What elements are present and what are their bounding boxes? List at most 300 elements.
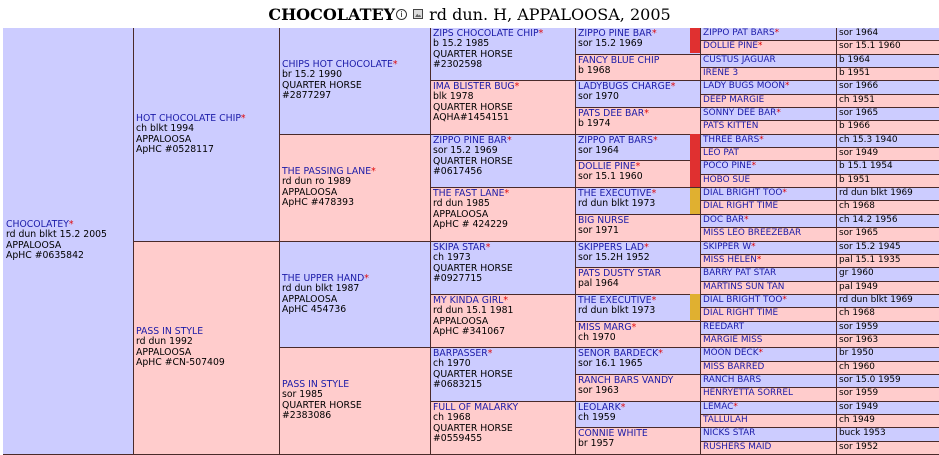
pedigree-cell-gen5-name[interactable] xyxy=(701,41,836,54)
horse-name: HOBO SUE xyxy=(703,175,751,185)
horse-detail: sor 1959 xyxy=(839,322,879,332)
horse-name: TALLULAH xyxy=(703,415,748,425)
horse-detail: rd dun blkt 15.2 2005 xyxy=(6,229,107,241)
star-marker: * xyxy=(652,135,658,146)
horse-name: MOON DECK xyxy=(703,348,759,358)
horse-name: CHOCOLATEY xyxy=(6,219,69,230)
pedigree-cell-gen5-info xyxy=(837,322,939,334)
duplicate-marker-red xyxy=(690,28,700,53)
horse-detail: rd dun blkt 1969 xyxy=(839,295,913,305)
horse-detail: sor 15.2 1945 xyxy=(839,242,901,252)
pedigree-cell-gen3 xyxy=(431,242,575,294)
horse-name: IRENE 3 xyxy=(703,68,739,78)
horse-name: SKIPA STAR xyxy=(433,242,486,253)
pedigree-cell-gen5-info xyxy=(837,108,939,120)
horse-detail: ch blkt 1994 xyxy=(136,123,195,135)
horse-name: SKIPPERS LAD xyxy=(578,242,645,253)
horse-detail: QUARTER HORSE xyxy=(433,368,513,380)
pedigree-cell-gen5-info xyxy=(837,295,939,307)
horse-link[interactable] xyxy=(703,188,836,199)
pedigree-cell-gen5-name[interactable] xyxy=(701,375,836,387)
horse-detail: sor 1970 xyxy=(578,91,619,103)
pedigree-cell-gen5-name[interactable] xyxy=(701,308,836,321)
pedigree-cell-gen5-name[interactable] xyxy=(701,135,836,147)
horse-name: MISS LEO BREEZEBAR xyxy=(703,228,802,238)
horse-detail: ApHC # 424229 xyxy=(433,218,508,230)
pedigree-cell-gen5-name[interactable] xyxy=(701,348,836,361)
star-marker: * xyxy=(487,348,493,359)
pedigree-cell-gen5-info xyxy=(837,362,939,374)
horse-name: DIAL BRIGHT TOO xyxy=(703,188,783,198)
pedigree-cell-gen5-info xyxy=(837,175,939,187)
pedigree-cell-gen5-name[interactable] xyxy=(701,175,836,187)
horse-detail: ch 1968 xyxy=(433,412,471,424)
horse-name: DIAL BRIGHT TOO xyxy=(703,295,783,305)
horse-detail: br 1957 xyxy=(578,438,615,450)
pedigree-cell-gen4 xyxy=(576,428,700,454)
horse-name: LADYBUGS CHARGE xyxy=(578,81,671,92)
horse-link[interactable] xyxy=(703,348,836,359)
horse-link[interactable] xyxy=(703,55,836,66)
pedigree-cell-gen5-name[interactable] xyxy=(701,201,836,214)
horse-name: FULL OF MALARKY xyxy=(433,402,519,413)
star-marker: * xyxy=(504,188,510,199)
pedigree-cell-gen5-info xyxy=(837,442,939,454)
star-marker: * xyxy=(670,81,676,92)
horse-detail: ch 1959 xyxy=(578,412,616,424)
horse-detail: br 15.2 1990 xyxy=(282,69,342,81)
horse-name: BARPASSER xyxy=(433,348,488,359)
horse-name: ZIPPO PAT BARS xyxy=(578,135,653,146)
horse-name: RANCH BARS VANDY xyxy=(578,375,674,386)
duplicate-marker-gold xyxy=(690,294,700,320)
pedigree-cell-grandparent xyxy=(280,348,430,454)
horse-name: MARGIE MISS xyxy=(703,335,763,345)
horse-link[interactable] xyxy=(703,308,836,319)
horse-detail: sor 1952 xyxy=(839,442,879,452)
horse-link[interactable] xyxy=(703,201,836,212)
horse-link[interactable] xyxy=(703,175,836,186)
pedigree-cell-gen5-name[interactable] xyxy=(701,335,836,347)
horse-detail: ApHC #0635842 xyxy=(6,249,84,261)
horse-detail: buck 1953 xyxy=(839,428,886,438)
pedigree-cell-gen5-info xyxy=(837,402,939,414)
pedigree-cell-gen5-info xyxy=(837,41,939,54)
horse-detail: APPALOOSA xyxy=(433,315,489,327)
horse-name: ZIPPO PINE BAR xyxy=(578,28,652,39)
pedigree-cell-gen5-name[interactable] xyxy=(701,108,836,120)
horse-detail: sor 1963 xyxy=(578,385,619,397)
horse-detail: sor 1966 xyxy=(839,81,879,91)
horse-name: THE EXECUTIVE xyxy=(578,188,652,199)
pedigree-cell-gen5-info xyxy=(837,148,939,160)
star-marker: * xyxy=(776,108,781,118)
pedigree-cell-gen4 xyxy=(576,242,700,267)
pedigree-cell-gen5-info xyxy=(837,335,939,347)
horse-detail: sor 15.2H 1952 xyxy=(578,252,650,264)
star-marker: * xyxy=(759,135,764,145)
star-marker: * xyxy=(514,81,520,92)
pedigree-cell-gen5-name[interactable] xyxy=(701,148,836,160)
horse-name: LEMAC xyxy=(703,402,734,412)
horse-detail: ApHC #341067 xyxy=(433,325,505,337)
pedigree-cell-gen4 xyxy=(576,215,700,241)
horse-name: MARTINS SUN TAN xyxy=(703,282,785,292)
pedigree-cell-gen5-info xyxy=(837,81,939,94)
pedigree-cell-gen5-name[interactable] xyxy=(701,268,836,281)
horse-detail: sor 16.1 1965 xyxy=(578,358,643,370)
horse-name: PASS IN STYLE xyxy=(282,379,350,390)
star-marker: * xyxy=(644,108,649,119)
horse-name: MISS MARG xyxy=(578,322,632,333)
pedigree-cell-gen5-name[interactable] xyxy=(701,295,836,307)
star-marker: * xyxy=(658,348,663,359)
pedigree-cell-gen4 xyxy=(576,268,700,294)
pedigree-cell-gen5-info xyxy=(837,161,939,174)
horse-detail: sor 1963 xyxy=(839,335,879,345)
horse-name: MISS BARRED xyxy=(703,362,765,372)
horse-detail: ch 1960 xyxy=(839,362,875,372)
pedigree-cell-gen5-name[interactable] xyxy=(701,322,836,334)
horse-name: REEDART xyxy=(703,322,745,332)
pedigree-cell-gen5-info xyxy=(837,188,939,200)
horse-link[interactable] xyxy=(703,402,836,413)
horse-detail: ch 1970 xyxy=(433,358,471,370)
pedigree-cell-gen4 xyxy=(576,322,700,347)
horse-name: THE UPPER HAND xyxy=(282,273,365,284)
horse-detail: sor 1964 xyxy=(578,145,619,157)
horse-name: CONNIE WHITE xyxy=(578,428,648,439)
horse-detail: QUARTER HORSE xyxy=(433,422,513,434)
pedigree-cell-gen4 xyxy=(576,348,700,374)
horse-name: DOLLIE PINE xyxy=(703,41,758,51)
pedigree-cell-gen5-info xyxy=(837,242,939,254)
horse-name: DEEP MARGIE xyxy=(703,95,765,105)
horse-detail: ApHC #CN-507409 xyxy=(136,356,225,368)
horse-link[interactable] xyxy=(703,95,836,106)
star-marker: * xyxy=(506,135,512,146)
horse-detail: rd dun blkt 1973 xyxy=(578,198,656,210)
pedigree-cell-gen5-name[interactable] xyxy=(701,442,836,454)
photo-icon[interactable] xyxy=(413,9,423,19)
horse-detail: pal 15.1 1935 xyxy=(839,255,901,265)
horse-link[interactable] xyxy=(703,28,836,39)
pedigree-cell-gen4 xyxy=(576,375,700,401)
pedigree-header xyxy=(0,0,939,28)
horse-detail: rd dun 1992 xyxy=(136,336,193,348)
pedigree-cell-gen5-name[interactable] xyxy=(701,362,836,374)
horse-link[interactable] xyxy=(703,121,836,132)
star-marker: * xyxy=(756,255,762,265)
pedigree-cell-gen3 xyxy=(431,348,575,401)
star-marker: * xyxy=(240,113,246,124)
horse-detail: b 1951 xyxy=(839,68,871,78)
horse-detail: ch 1951 xyxy=(839,95,875,105)
pedigree-cell-gen3 xyxy=(431,81,575,134)
horse-name: DIAL RIGHT TIME xyxy=(703,308,779,318)
horse-name: DIAL RIGHT TIME xyxy=(703,201,779,211)
horse-name: ZIPPO PINE BAR xyxy=(433,135,507,146)
pedigree-cell-gen4 xyxy=(576,188,700,214)
pedigree-cell-gen5-name[interactable] xyxy=(701,242,836,254)
horse-name: ZIPPO PAT BARS xyxy=(703,28,775,38)
star-marker: * xyxy=(485,242,491,253)
horse-name: DOLLIE PINE xyxy=(578,161,636,172)
pedigree-cell-gen5-info xyxy=(837,348,939,361)
horse-detail: b 15.1 1954 xyxy=(839,161,893,171)
horse-name: RUSHERS MAID xyxy=(703,442,772,452)
star-marker: * xyxy=(538,28,544,39)
horse-name: RANCH BARS xyxy=(703,375,762,385)
horse-link[interactable] xyxy=(703,255,836,266)
pedigree-cell-grandparent xyxy=(280,242,430,347)
horse-detail: ch 15.3 1940 xyxy=(839,135,898,145)
pedigree-cell-sire-dam xyxy=(134,28,279,241)
pedigree-cell-gen5-name[interactable] xyxy=(701,215,836,227)
horse-name: MY KINDA GIRL xyxy=(433,295,504,306)
horse-name: NICKS STAR xyxy=(703,428,756,438)
horse-detail: b 1968 xyxy=(578,65,611,77)
horse-name: LADY BUGS MOON xyxy=(703,81,785,91)
pedigree-cell-gen5-name[interactable] xyxy=(701,68,836,80)
duplicate-marker-gold xyxy=(690,188,700,214)
horse-name: PATS DEE BAR xyxy=(578,108,645,119)
horse-link[interactable] xyxy=(703,68,836,79)
horse-detail: sor 1949 xyxy=(839,402,879,412)
horse-detail: rd dun 15.1 1981 xyxy=(433,305,514,317)
horse-name: BARRY PAT STAR xyxy=(703,268,777,278)
star-marker: * xyxy=(503,295,509,306)
pedigree-cell-gen5-info xyxy=(837,388,939,401)
horse-detail: QUARTER HORSE xyxy=(433,101,513,113)
pedigree-cell-gen5-name[interactable] xyxy=(701,28,836,40)
pedigree-cell-gen5-info xyxy=(837,121,939,134)
horse-detail: #0927715 xyxy=(433,272,483,284)
pedigree-cell-gen5-name[interactable] xyxy=(701,121,836,134)
pedigree-cell-gen5-info xyxy=(837,68,939,80)
pedigree-cell-gen4 xyxy=(576,135,700,160)
pedigree-cell-gen5-name[interactable] xyxy=(701,55,836,67)
horse-name: BIG NURSE xyxy=(578,215,630,226)
horse-link[interactable] xyxy=(703,375,836,386)
pedigree-cell-gen5-name[interactable] xyxy=(701,161,836,174)
pedigree-cell-gen3 xyxy=(431,28,575,80)
horse-detail: sor 1964 xyxy=(839,28,879,38)
horse-link[interactable] xyxy=(703,81,836,92)
horse-name: CHIPS HOT CHOCOLATE xyxy=(282,59,393,70)
star-marker: * xyxy=(744,215,749,225)
horse-detail: blk 1978 xyxy=(433,91,474,103)
pedigree-cell-gen5-info xyxy=(837,215,939,227)
horse-detail: gr 1960 xyxy=(839,268,874,278)
horse-detail: b 15.2 1985 xyxy=(433,38,490,50)
horse-link[interactable] xyxy=(703,295,836,306)
horse-detail: ch 14.2 1956 xyxy=(839,215,898,225)
horse-detail: b 1964 xyxy=(839,55,871,65)
horse-description: rd dun. H, APPALOOSA, 2005 xyxy=(429,5,671,24)
star-marker: * xyxy=(758,348,763,358)
horse-name: SONNY DEE BAR xyxy=(703,108,777,118)
pedigree-cell-gen4 xyxy=(576,402,700,427)
pedigree-cell-gen5-info xyxy=(837,228,939,241)
horse-name: THE EXECUTIVE xyxy=(578,295,652,306)
horse-detail: #0559455 xyxy=(433,432,483,444)
horse-detail: rd dun blkt 1969 xyxy=(839,188,913,198)
horse-detail: sor 15.1 1960 xyxy=(578,171,643,183)
horse-detail: ch 1968 xyxy=(839,201,875,211)
horse-detail: APPALOOSA xyxy=(433,208,489,220)
pedigree-cell-gen5-info xyxy=(837,95,939,107)
pedigree-cell-gen5-info xyxy=(837,428,939,441)
pedigree-cell-gen4 xyxy=(576,108,700,134)
horse-link[interactable] xyxy=(703,268,836,279)
horse-detail: QUARTER HORSE xyxy=(433,155,513,167)
horse-detail: sor 15.0 1959 xyxy=(839,375,901,385)
star-marker: * xyxy=(757,41,763,51)
horse-name: SKIPPER W xyxy=(703,242,752,252)
pedigree-cell-gen5-info xyxy=(837,375,939,387)
star-marker: * xyxy=(620,402,626,413)
pedigree-cell-gen4 xyxy=(576,55,700,80)
pedigree-cell-gen5-info xyxy=(837,135,939,147)
horse-detail: sor 1965 xyxy=(839,108,879,118)
horse-detail: QUARTER HORSE xyxy=(433,262,513,274)
horse-detail: APPALOOSA xyxy=(282,293,338,305)
horse-name: FANCY BLUE CHIP xyxy=(578,55,660,66)
horse-name: PASS IN STYLE xyxy=(136,326,204,337)
pedigree-cell-gen5-info xyxy=(837,28,939,40)
horse-detail: AQHA#1454151 xyxy=(433,111,510,123)
horse-name: IMA BLISTER BUG xyxy=(433,81,515,92)
horse-detail: rd dun blkt 1987 xyxy=(282,283,360,295)
horse-name: LEOLARK xyxy=(578,402,621,413)
horse-detail: #2302598 xyxy=(433,58,483,70)
pedigree-cell-gen5-name[interactable] xyxy=(701,95,836,107)
horse-detail: #2383086 xyxy=(282,409,332,421)
horse-detail: ApHC 454736 xyxy=(282,303,347,315)
horse-detail: ApHC #478393 xyxy=(282,196,354,208)
horse-detail: #0617456 xyxy=(433,165,483,177)
horse-link[interactable] xyxy=(703,41,836,52)
horse-detail: br 1950 xyxy=(839,348,874,358)
pedigree-cell-gen5-name[interactable] xyxy=(701,255,836,267)
pedigree-cell-sire-dam xyxy=(134,242,279,454)
horse-detail: QUARTER HORSE xyxy=(282,399,362,411)
horse-link[interactable] xyxy=(703,282,836,293)
horse-name: PATS KITTEN xyxy=(703,121,759,131)
pedigree-cell-gen5-name[interactable] xyxy=(701,402,836,414)
horse-detail: APPALOOSA xyxy=(136,346,192,358)
horse-name: ZIPS CHOCOLATE CHIP xyxy=(433,28,539,39)
star-marker: * xyxy=(751,161,756,171)
horse-name: THREE BARS xyxy=(703,135,760,145)
pedigree-cell-subject xyxy=(3,28,133,454)
horse-detail: ApHC #0528117 xyxy=(136,143,214,155)
horse-link[interactable] xyxy=(703,135,836,146)
pedigree-cell-gen4 xyxy=(576,295,700,321)
horse-name: PATS DUSTY STAR xyxy=(578,268,662,279)
horse-detail: sor 1959 xyxy=(839,388,879,398)
horse-name: DOC BAR xyxy=(703,215,745,225)
star-marker: * xyxy=(785,81,790,91)
horse-detail: APPALOOSA xyxy=(282,186,338,198)
horse-detail: sor 1965 xyxy=(839,228,879,238)
horse-name: HOT CHOCOLATE CHIP xyxy=(136,113,241,124)
horse-link[interactable] xyxy=(703,242,836,253)
pedigree-cell-gen5-name[interactable] xyxy=(701,282,836,294)
pedigree-cell-gen5-name[interactable] xyxy=(701,228,836,241)
horse-detail: APPALOOSA xyxy=(6,239,62,251)
pedigree-cell-gen5-info xyxy=(837,55,939,67)
horse-link[interactable] xyxy=(703,228,836,239)
pedigree-cell-gen5-name[interactable] xyxy=(701,415,836,427)
horse-name: LEO PAT xyxy=(703,148,739,158)
pedigree-cell-gen3 xyxy=(431,295,575,347)
horse-detail: QUARTER HORSE xyxy=(433,48,513,60)
pedigree-cell-gen5-name[interactable] xyxy=(701,81,836,94)
horse-link[interactable] xyxy=(703,415,836,426)
star-marker: * xyxy=(651,28,657,39)
info-icon[interactable]: i xyxy=(396,9,407,20)
pedigree-cell-gen5-name[interactable] xyxy=(701,188,836,200)
horse-link[interactable] xyxy=(703,428,836,439)
pedigree-cell-gen5-info xyxy=(837,308,939,321)
horse-detail: b 1974 xyxy=(578,118,611,130)
horse-detail: #0683215 xyxy=(433,378,483,390)
horse-name: POCO PINE xyxy=(703,161,752,171)
pedigree-cell-gen5-info xyxy=(837,255,939,267)
horse-link[interactable] xyxy=(703,148,836,159)
horse-link[interactable] xyxy=(703,322,836,333)
pedigree-cell-gen4 xyxy=(576,81,700,107)
horse-link[interactable] xyxy=(703,362,836,373)
pedigree-cell-gen5-name[interactable] xyxy=(701,388,836,401)
horse-link[interactable] xyxy=(703,108,836,119)
horse-link[interactable] xyxy=(703,215,836,226)
horse-detail: pal 1964 xyxy=(578,278,619,290)
horse-name: CUSTUS JAGUAR xyxy=(703,55,776,65)
horse-link[interactable] xyxy=(703,442,836,453)
horse-detail: rd dun ro 1989 xyxy=(282,176,352,188)
pedigree-cell-gen3 xyxy=(431,135,575,187)
horse-link[interactable] xyxy=(703,161,836,172)
horse-name: HENRYETTA SORREL xyxy=(703,388,793,398)
star-marker: * xyxy=(631,322,637,333)
horse-detail: APPALOOSA xyxy=(136,133,192,145)
star-marker: * xyxy=(68,219,74,230)
horse-detail: ch 1968 xyxy=(839,308,875,318)
horse-link[interactable] xyxy=(703,335,836,346)
horse-detail: sor 1949 xyxy=(839,148,879,158)
horse-detail: pal 1949 xyxy=(839,282,878,292)
pedigree-cell-gen4 xyxy=(576,161,700,187)
star-marker: * xyxy=(782,188,787,198)
horse-link[interactable] xyxy=(703,388,836,399)
pedigree-cell-gen5-info xyxy=(837,268,939,281)
horse-detail: ch 1949 xyxy=(839,415,875,425)
horse-detail: ch 1973 xyxy=(433,252,471,264)
star-marker: * xyxy=(392,59,398,70)
horse-detail: sor 15.2 1969 xyxy=(433,145,498,157)
duplicate-marker-red xyxy=(690,134,700,187)
pedigree-cell-gen3 xyxy=(431,402,575,454)
horse-name: SENOR BARDECK xyxy=(578,348,659,359)
horse-name: MISS HELEN xyxy=(703,255,757,265)
pedigree-cell-gen4 xyxy=(576,28,700,54)
pedigree-cell-gen5-name[interactable] xyxy=(701,428,836,441)
horse-name: THE PASSING LANE xyxy=(282,166,372,177)
horse-detail: b 1966 xyxy=(839,121,871,131)
